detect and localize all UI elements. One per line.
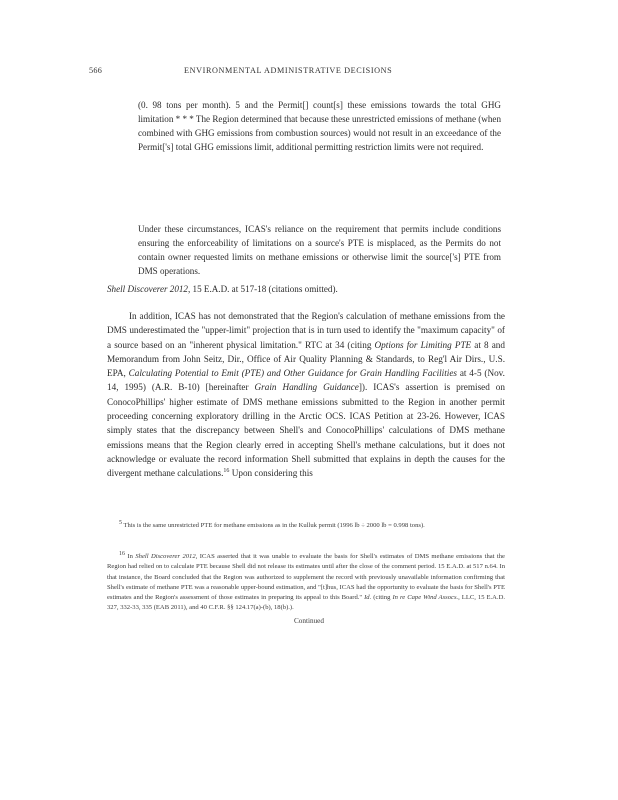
body-title-1: Options for Limiting PTE — [374, 339, 472, 350]
block-quote-paragraph-2: Under these circumstances, ICAS's reliance on the requirement that permits include conditions ensuring the enforceability of limitations on a source's PTE is misplaced, as the Permits do not contain owner requested limits on methane emissions or otherwise limit the source['s] PTE from DMS operations. — [138, 224, 501, 277]
body-title-3: Grain Handling Guidance — [254, 382, 359, 393]
footnote-16 — [107, 552, 505, 614]
footnote-reference: 16 — [223, 468, 230, 475]
body-text-2: at 8 and Memorandum from John Seitz, Dir., Office of Air Quality Planning & Standards, to Reg'l Air Dirs., U.S. EPA, — [107, 339, 505, 379]
quote-citation — [107, 282, 507, 296]
footnote-16-text-c: (citing — [371, 594, 393, 602]
footnote-16-text-d: , LLC, 15 E.A.D. 327, 332-33, 335 (EAB 2011), and 40 C.F.R. §§ 124.17(a)-(b), 18(b).). — [107, 594, 505, 612]
footnote-16-title-1: Shell Discoverer 2012 — [135, 553, 196, 560]
footnote-16-text-b: , ICAS asserted that it was unable to evaluate the basis for Shell's estimates of DMS methane emissions that the Region had relied on to calculate PTE because Shell did not release its estimates until after the close of the comment period. 15 E.A.D. at 517 n.64. In that instance, the Board concluded that the Region was authorized to supplement the record with previously unavailable information confirming that Shell's estimate of methane PTE was a reasonable upper-bound estimation, and "[t]hus, ICAS had the opportunity to evaluate the basis for Shell's PTE estimates and the Region's assessment of those estimates in preparing its appeal to this Board." — [107, 553, 505, 602]
continued-label: Continued — [294, 617, 324, 625]
footnote-16-title-3: In re Cape Wind Assocs. — [392, 594, 459, 602]
body-text-5: Upon considering this — [229, 468, 313, 479]
footnote-16-text-a: In — [125, 553, 136, 560]
body-text-4: ]). ICAS's assertion is premised on ConocoPhillips' higher estimate of DMS methane emissions submitted to the Region in another permit proceeding concerning exploratory drilling in the Arctic OCS. ICAS Petition at 23-26. However, ICAS simply states that the discrepancy between Shell's and ConocoPhillips' calculations of DMS methane emissions means that the Region clearly erred in accepting Shell's methane calculations, but it does not acknowledge or evaluate the record information Shell submitted that explains in depth the causes for the divergent methane calculations. — [107, 382, 505, 479]
footnote-16-title-2: Id. — [364, 594, 372, 602]
body-text-3: at 4-5 (Nov. 14, 1995) (A.R. B-10) [hereinafter — [107, 368, 505, 393]
running-head: ENVIRONMENTAL ADMINISTRATIVE DECISIONS — [184, 66, 393, 75]
footnote-5-marker: 5 — [119, 519, 122, 526]
body-text-1: In addition, ICAS has not demonstrated that the Region's calculation of methane emissions from the DMS underestimated the "upper-limit" projection that is in turn used to identify the "maximum capacity" of a source based on an "inherent physical limitation." RTC at 34 (citing — [107, 311, 505, 350]
body-paragraph — [107, 309, 505, 481]
citation-reference: , 15 E.A.D. at 517-18 (citations omitted). — [187, 284, 338, 294]
footnote-5 — [107, 521, 505, 531]
footnote-16-marker: 16 — [119, 550, 125, 557]
page-number: 566 — [89, 66, 103, 75]
citation-case-name: Shell Discoverer 2012 — [107, 284, 188, 294]
block-quote-paragraph-1: (0. 98 tons per month). 5 and the Permit[] count[s] these emissions towards the total GHG limitation * * * The Region determined that because these unrestricted emissions of methane (when combined with GHG emissions from combustion sources) would not result in an exceedance of the Permit['s] total GHG emissions limit, additional permitting restriction limits were not required. — [138, 100, 501, 153]
body-title-2: Calculating Potential to Emit (PTE) and Other Guidance for Grain Handling Facilities — [128, 368, 457, 379]
footnote-5-text: This is the same unrestricted PTE for methane emissions as in the Kulluk permit (1996 lb ÷ 2000 lb = 0.998 tons). — [122, 522, 425, 529]
